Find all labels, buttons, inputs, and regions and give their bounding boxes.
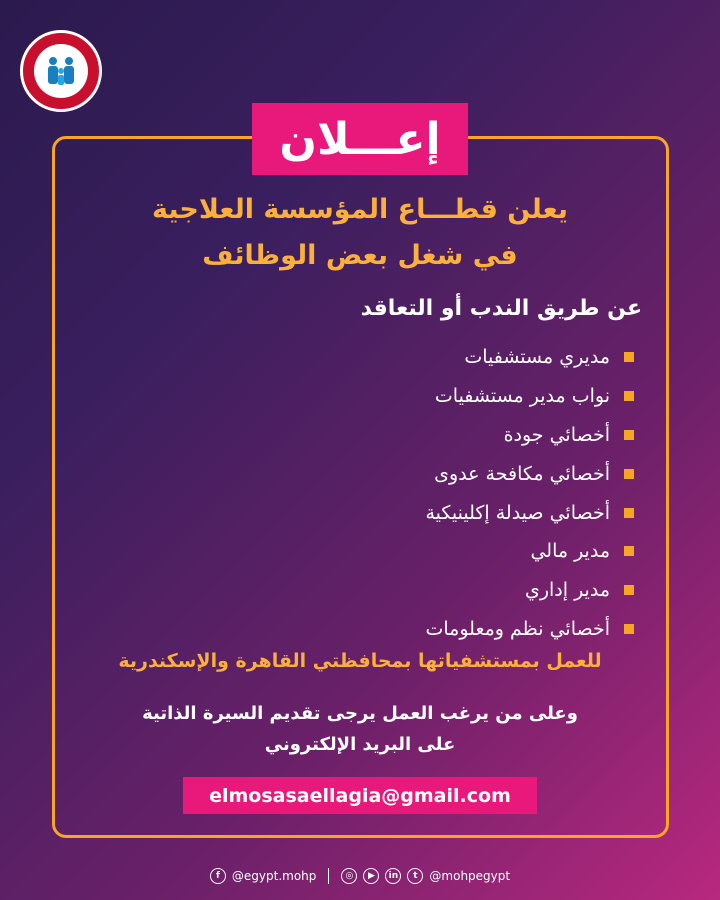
list-item: نواب مدير مستشفيات (425, 377, 634, 416)
list-item: أخصائي نظم ومعلومات (425, 610, 634, 649)
email-address[interactable]: elmosasaellagia@gmail.com (209, 784, 511, 807)
list-item: مديري مستشفيات (425, 338, 634, 377)
twitter-icon[interactable]: t (407, 868, 423, 884)
youtube-icon[interactable]: ▶ (363, 868, 379, 884)
footer-divider (328, 868, 329, 884)
list-item: أخصائي جودة (425, 416, 634, 455)
bullet-icon (624, 352, 634, 362)
family-emblem-icon (34, 44, 88, 98)
announcement-title: إعـــلان (279, 113, 441, 165)
list-item: مدير إداري (425, 571, 634, 610)
list-item: مدير مالي (425, 532, 634, 571)
social-footer (0, 865, 720, 887)
linkedin-icon[interactable]: in (385, 868, 401, 884)
jobs-list (425, 338, 634, 648)
facebook-handle[interactable]: @egypt.mohp (231, 869, 317, 883)
social-handle[interactable]: @mohpegypt (429, 869, 511, 883)
recruitment-method: عن طريق الندب أو التعاقد (360, 296, 642, 321)
bullet-icon (624, 508, 634, 518)
list-item: أخصائي مكافحة عدوى (425, 454, 634, 493)
list-item: أخصائي صيدلة إكلينيكية (425, 493, 634, 532)
instagram-icon[interactable]: ◎ (341, 868, 357, 884)
bullet-icon (624, 391, 634, 401)
work-location: للعمل بمستشفياتها بمحافظتي القاهرة والإسكندرية (118, 650, 602, 672)
bullet-icon (624, 546, 634, 556)
facebook-icon[interactable]: f (210, 868, 226, 884)
apply-instructions-line-2: على البريد الإلكتروني (264, 734, 456, 755)
ministry-logo (20, 30, 102, 112)
bullet-icon (624, 469, 634, 479)
apply-instructions-line-1: وعلى من يرغب العمل يرجى تقديم السيرة الذاتية (142, 703, 578, 724)
title-banner (252, 103, 468, 175)
bullet-icon (624, 430, 634, 440)
headline-line-1: يعلن قطـــاع المؤسسة العلاجية (152, 194, 568, 225)
bullet-icon (624, 585, 634, 595)
email-banner (183, 777, 537, 814)
bullet-icon (624, 624, 634, 634)
headline-line-2: في شغل بعض الوظائف (202, 240, 518, 271)
